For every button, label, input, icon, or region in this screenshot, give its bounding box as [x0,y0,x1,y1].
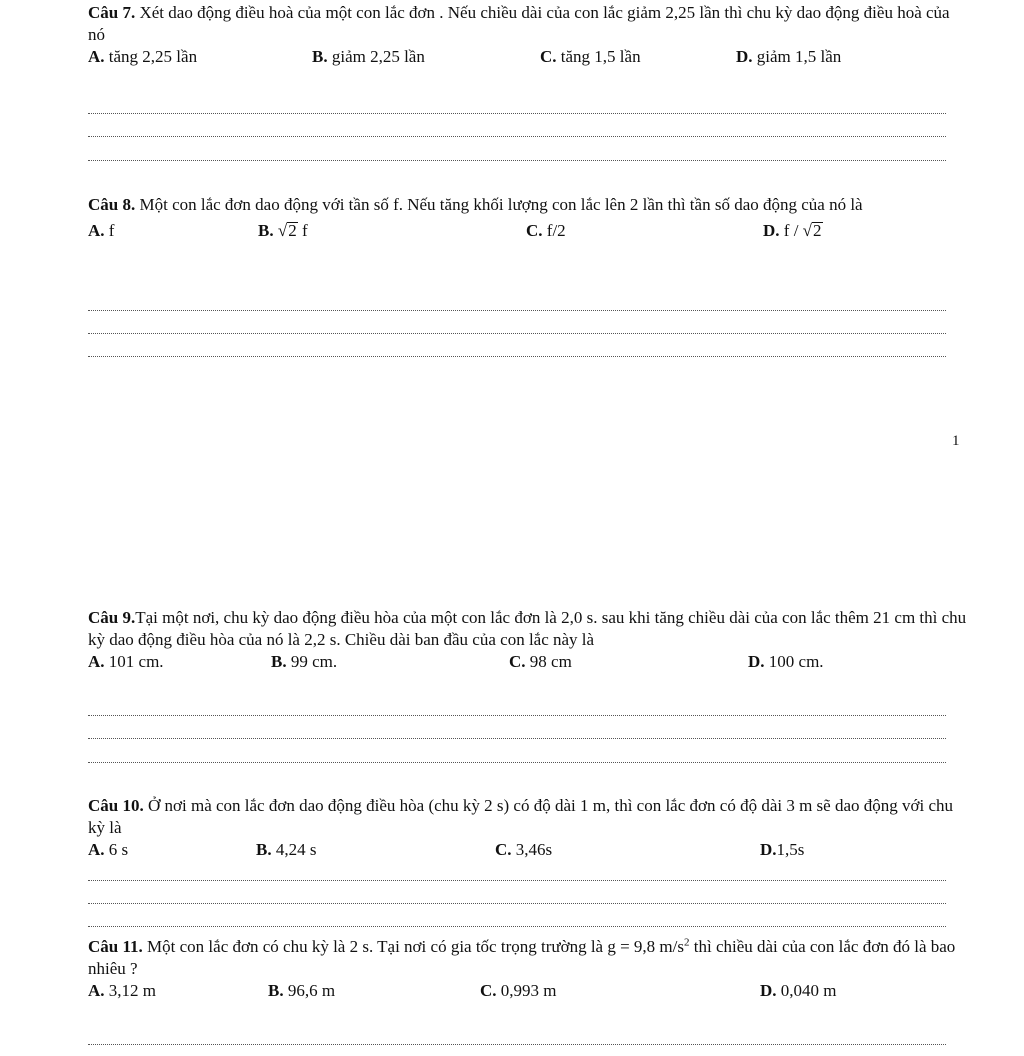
option-text: 99 cm. [286,652,338,671]
question-10-option-a[interactable] [88,839,128,861]
question-8-options [88,220,968,244]
option-text: tăng 1,5 lần [556,47,641,66]
question-8 [88,194,968,244]
question-9-option-b[interactable] [271,651,337,673]
option-text: f/2 [542,221,566,240]
question-11-stem [88,936,968,980]
question-11-option-c[interactable] [480,980,557,1002]
option-text: f [297,221,308,240]
answer-line [88,160,946,161]
option-letter: A. [88,47,105,66]
question-7-option-c[interactable] [540,46,641,68]
option-text: 6 s [104,840,129,859]
option-letter: A. [88,221,105,240]
option-letter: D. [760,981,777,1000]
option-text: 1,5s [776,840,805,859]
radicand: 2 [813,221,822,240]
option-text: giảm 1,5 lần [752,47,842,66]
option-text: f [104,221,115,240]
answer-line [88,880,946,881]
option-text: giảm 2,25 lần [327,47,425,66]
option-letter: C. [495,840,512,859]
question-9-option-d[interactable] [748,651,824,673]
question-11-label: Câu 11. [88,937,143,956]
question-9 [88,607,968,675]
option-text: f / [779,221,803,240]
option-text: 3,46s [511,840,553,859]
option-letter: C. [540,47,557,66]
option-letter: A. [88,652,105,671]
question-8-stem [88,194,968,216]
sqrt-symbol: √2 [277,221,297,240]
option-letter: D. [760,840,777,859]
question-10-option-c[interactable] [495,839,552,861]
question-7-option-b[interactable] [312,46,425,68]
question-7 [88,2,968,70]
question-9-label: Câu 9. [88,608,136,627]
option-letter: B. [271,652,287,671]
question-7-label: Câu 7. [88,3,136,22]
option-text: 96,6 m [283,981,336,1000]
option-letter: C. [509,652,526,671]
question-8-option-c[interactable] [526,220,566,242]
option-text: tăng 2,25 lần [104,47,198,66]
answer-line [88,715,946,716]
question-7-text: Xét dao động điều hoà của một con lắc đơn . Nếu chiều dài của con lắc giảm 2,25 lần thì chu kỳ dao động điều hoà của nó [88,3,950,44]
sqrt-symbol: √2 [802,221,822,240]
option-text: 3,12 m [104,981,157,1000]
answer-line [88,903,946,904]
answer-line [88,113,946,114]
question-11-option-b[interactable] [268,980,335,1002]
question-10-option-d[interactable] [760,839,804,861]
option-letter: A. [88,840,105,859]
question-9-text: Tại một nơi, chu kỳ dao động điều hòa của một con lắc đơn là 2,0 s. sau khi tăng chiều dài của con lắc thêm 21 cm thì chu kỳ dao động điều hòa của nó là 2,2 s. Chiều dài ban đầu của con lắc này là [88,608,967,649]
question-8-text: Một con lắc đơn dao động với tần số f. Nếu tăng khối lượng con lắc lên 2 lần thì tần số dao động của nó là [135,195,863,214]
option-letter: D. [748,652,765,671]
option-text: 101 cm. [104,652,164,671]
option-text: 0,993 m [496,981,557,1000]
option-text: 0,040 m [776,981,837,1000]
option-letter: B. [256,840,272,859]
answer-line [88,762,946,763]
question-11-text: Một con lắc đơn có chu kỳ là 2 s. Tại nơi có gia tốc trọng trường là g = 9,8 m/s [142,937,684,956]
question-11-options [88,980,968,1004]
option-letter: B. [258,221,274,240]
answer-line [88,136,946,137]
option-letter: C. [526,221,543,240]
option-letter: C. [480,981,497,1000]
question-7-stem [88,2,968,46]
question-9-options [88,651,968,675]
page-number: 1 [952,433,960,449]
answer-line [88,310,946,311]
question-7-option-a[interactable] [88,46,197,68]
option-letter: D. [736,47,753,66]
question-9-option-a[interactable] [88,651,164,673]
question-11-option-a[interactable] [88,980,156,1002]
option-letter: B. [312,47,328,66]
question-7-option-d[interactable] [736,46,841,68]
question-8-label: Câu 8. [88,195,136,214]
question-9-option-c[interactable] [509,651,572,673]
question-11 [88,936,968,1004]
option-letter: B. [268,981,284,1000]
question-8-option-d[interactable] [763,220,823,242]
question-10-options [88,839,968,863]
option-text: 100 cm. [764,652,824,671]
question-8-option-b[interactable] [258,220,308,242]
question-10 [88,795,968,863]
option-letter: A. [88,981,105,1000]
option-text: 98 cm [525,652,572,671]
question-7-options [88,46,968,70]
question-10-stem [88,795,968,839]
answer-line [88,1044,946,1045]
question-11-text-end: thì chiều dài của con lắc đơn đó là bao nhiêu ? [88,937,956,978]
question-10-label: Câu 10. [88,796,144,815]
option-letter: D. [763,221,780,240]
question-10-text: Ở nơi mà con lắc đơn dao động điều hòa (chu kỳ 2 s) có độ dài 1 m, thì con lắc đơn có độ dài 3 m sẽ dao động với chu kỳ là [88,796,954,837]
radicand: 2 [288,221,297,240]
question-8-option-a[interactable] [88,220,114,242]
answer-line [88,356,946,357]
answer-line [88,333,946,334]
option-text: 4,24 s [271,840,317,859]
answer-line [88,926,946,927]
exponent: 2 [684,936,690,949]
answer-line [88,738,946,739]
question-10-option-b[interactable] [256,839,316,861]
question-11-option-d[interactable] [760,980,837,1002]
question-9-stem [88,607,968,651]
